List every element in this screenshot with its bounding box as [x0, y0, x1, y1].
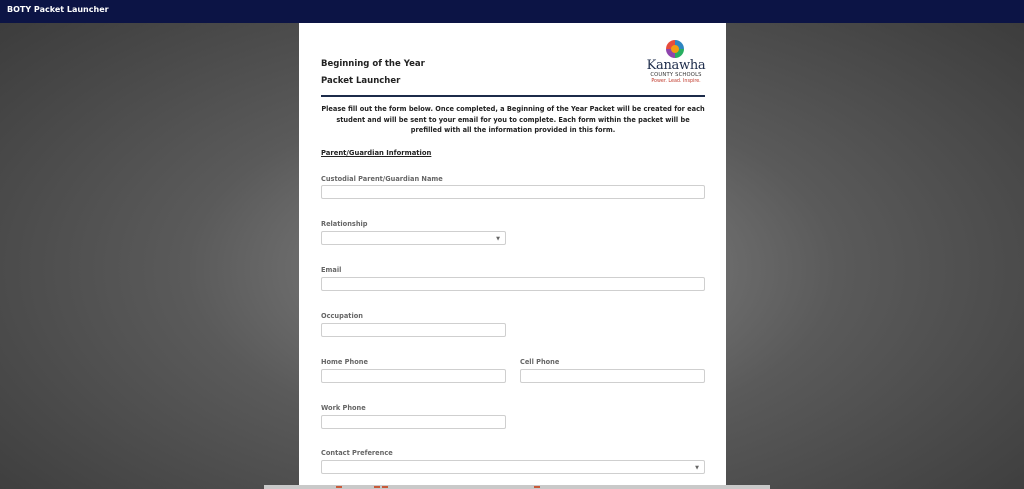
decor-dot [374, 486, 380, 488]
header-divider [321, 95, 705, 97]
kanawha-logo [639, 38, 713, 88]
logo-subtitle: COUNTY SCHOOLS [650, 72, 702, 78]
chevron-down-icon: ▼ [695, 465, 699, 471]
occupation-label: Occupation [321, 312, 363, 320]
guardian-name-label: Custodial Parent/Guardian Name [321, 175, 443, 183]
chevron-down-icon: ▼ [496, 236, 500, 242]
relationship-select[interactable] [321, 231, 506, 245]
form-title-line1: Beginning of the Year [321, 59, 425, 69]
bottom-strip [264, 485, 770, 489]
home-phone-label: Home Phone [321, 358, 368, 366]
decor-dot [534, 486, 540, 488]
guardian-name-input[interactable] [321, 185, 705, 199]
cell-phone-label: Cell Phone [520, 358, 560, 366]
email-label: Email [321, 266, 342, 274]
contact-preference-select[interactable] [321, 460, 705, 474]
home-phone-input[interactable] [321, 369, 506, 383]
logo-name: Kanawha [646, 58, 706, 73]
kanawha-logo-icon [664, 38, 686, 60]
work-phone-input[interactable] [321, 415, 506, 429]
form-title-line2: Packet Launcher [321, 76, 401, 86]
cell-phone-input[interactable] [520, 369, 705, 383]
work-phone-label: Work Phone [321, 404, 366, 412]
logo-tagline: Power. Lead. Inspire. [651, 79, 701, 84]
app-title: BOTY Packet Launcher [7, 5, 109, 14]
contact-preference-label: Contact Preference [321, 449, 393, 457]
relationship-label: Relationship [321, 220, 368, 228]
form-page [299, 23, 726, 489]
occupation-input[interactable] [321, 323, 506, 337]
decor-dot [336, 486, 342, 488]
decor-dot [382, 486, 388, 488]
section-heading: Parent/Guardian Information [321, 149, 432, 157]
intro-text: Please fill out the form below. Once completed, a Beginning of the Year Packet will be created for each student and will be sent to your email for you to complete. Each form within the packet will be prefilled with all the information provided in this form. [321, 105, 705, 134]
email-input[interactable] [321, 277, 705, 291]
app-header-bar [0, 0, 1024, 23]
